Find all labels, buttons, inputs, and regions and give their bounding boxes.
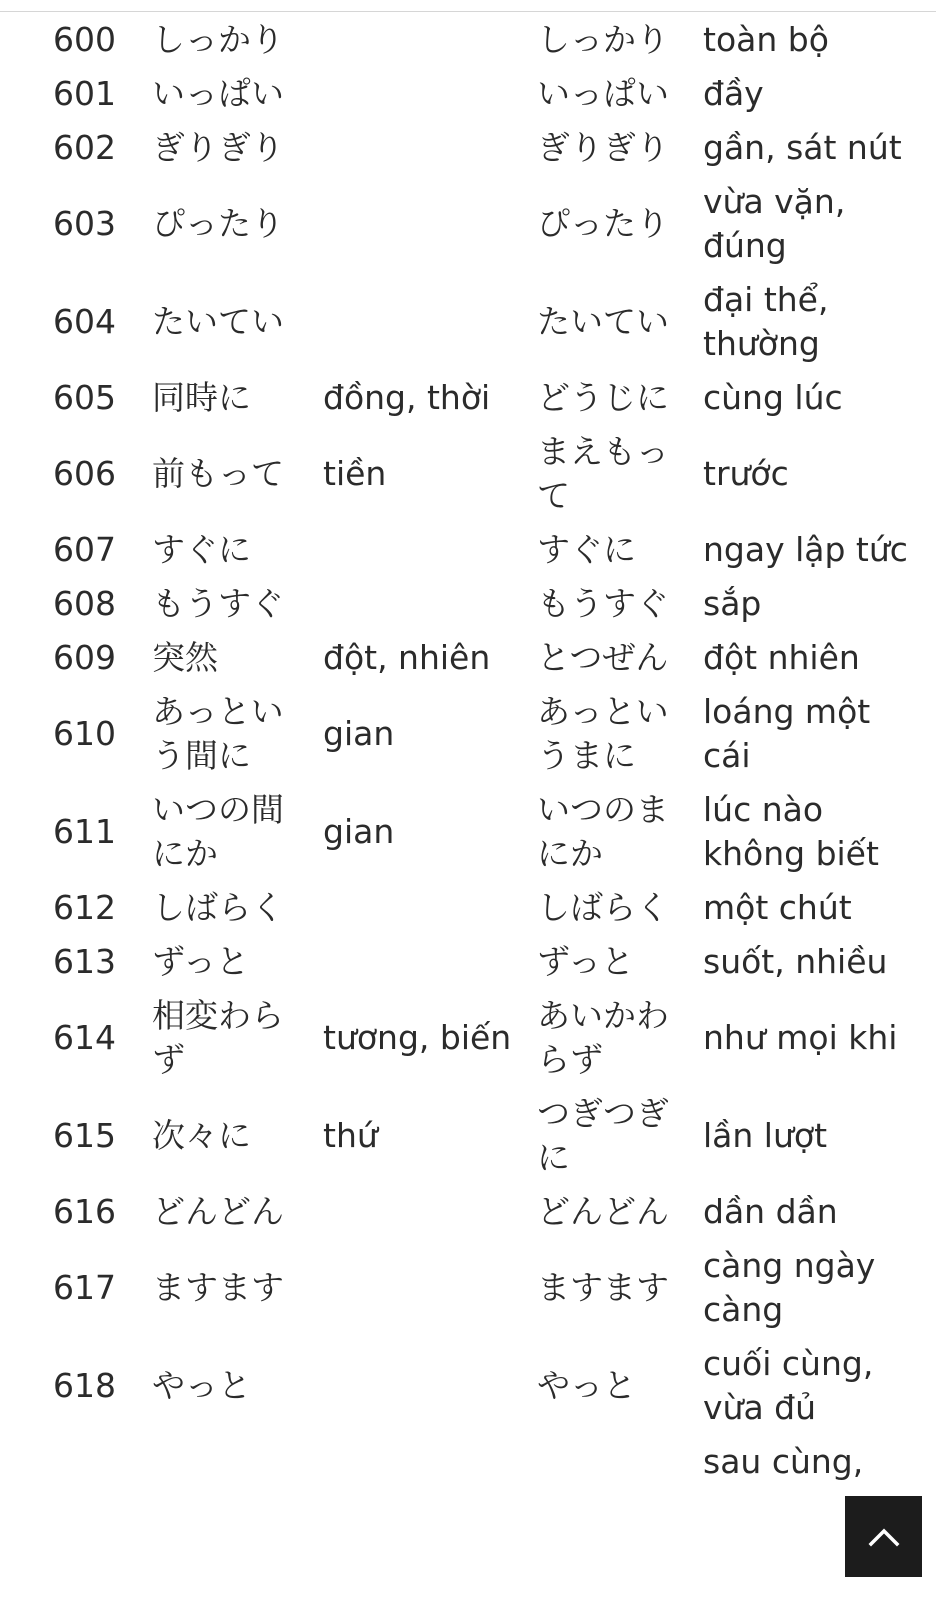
word-number: 612 bbox=[53, 888, 116, 927]
word-meaning: đầy bbox=[703, 74, 764, 113]
table-row bbox=[46, 273, 926, 371]
word-number: 615 bbox=[53, 1116, 116, 1155]
word-kanji: すぐに bbox=[152, 530, 251, 569]
word-number: 603 bbox=[53, 204, 116, 243]
word-number: 616 bbox=[53, 1192, 116, 1231]
word-meaning: sau cùng, bbox=[703, 1442, 864, 1481]
word-kana: しばらく bbox=[537, 888, 669, 927]
word-number: 617 bbox=[53, 1268, 116, 1307]
word-hanviet: thứ bbox=[323, 1116, 378, 1155]
word-kanji: ますます bbox=[152, 1268, 284, 1307]
word-hanviet: đột, nhiên bbox=[323, 638, 491, 677]
table-row bbox=[46, 425, 926, 523]
word-meaning: như mọi khi bbox=[703, 1018, 898, 1057]
word-number: 610 bbox=[53, 714, 116, 753]
word-kana: しっかり bbox=[537, 20, 669, 59]
word-meaning: trước bbox=[703, 454, 789, 493]
table-row bbox=[46, 685, 926, 783]
word-number: 605 bbox=[53, 378, 116, 417]
table-row bbox=[46, 523, 926, 577]
table-row bbox=[46, 13, 926, 67]
word-kana: いっぱい bbox=[537, 74, 669, 113]
word-meaning: càng ngày càng bbox=[703, 1246, 876, 1329]
vocabulary-table bbox=[46, 13, 926, 1489]
word-number: 607 bbox=[53, 530, 116, 569]
word-hanviet: gian bbox=[323, 714, 395, 753]
word-meaning: sắp bbox=[703, 584, 762, 623]
word-meaning: dần dần bbox=[703, 1192, 838, 1231]
word-kanji: 同時に bbox=[152, 378, 251, 417]
word-kanji: 次々に bbox=[152, 1116, 251, 1155]
word-number: 600 bbox=[53, 20, 116, 59]
word-kana: たいてい bbox=[537, 302, 669, 341]
word-kana: あいかわらず bbox=[537, 996, 669, 1079]
table-row bbox=[46, 989, 926, 1087]
word-kana: とつぜん bbox=[537, 638, 669, 677]
table-row bbox=[46, 1337, 926, 1435]
word-number: 618 bbox=[53, 1366, 116, 1405]
word-kana: ぎりぎり bbox=[537, 128, 669, 167]
word-kana: どうじに bbox=[537, 378, 669, 417]
word-kanji: 突然 bbox=[152, 638, 218, 677]
word-kana: もうすぐ bbox=[537, 584, 669, 623]
word-kana: ずっと bbox=[537, 942, 635, 981]
table-row bbox=[46, 67, 926, 121]
word-number: 602 bbox=[53, 128, 116, 167]
word-kanji: ぴったり bbox=[152, 204, 284, 243]
word-kanji: どんどん bbox=[152, 1192, 284, 1231]
word-kana: ますます bbox=[537, 1268, 669, 1307]
table-row bbox=[46, 631, 926, 685]
table-row bbox=[46, 935, 926, 989]
word-number: 611 bbox=[53, 812, 116, 851]
word-kana: まえもって bbox=[537, 432, 669, 515]
table-row bbox=[46, 577, 926, 631]
word-kanji: やっと bbox=[152, 1366, 251, 1405]
word-kanji: 前もって bbox=[152, 454, 284, 493]
word-kana: いつのまにか bbox=[537, 790, 669, 873]
word-number: 604 bbox=[53, 302, 116, 341]
word-hanviet: tương, biến bbox=[323, 1018, 512, 1057]
table-row bbox=[46, 1087, 926, 1185]
word-meaning: suốt, nhiều bbox=[703, 942, 888, 981]
word-kana: どんどん bbox=[537, 1192, 669, 1231]
word-kanji: いっぱい bbox=[152, 74, 284, 113]
word-meaning: ngay lập tức bbox=[703, 530, 908, 569]
word-meaning: loáng một cái bbox=[703, 692, 871, 775]
word-kanji: いつの間にか bbox=[152, 790, 284, 873]
word-meaning: đột nhiên bbox=[703, 638, 860, 677]
word-meaning: gần, sát nút bbox=[703, 128, 902, 167]
word-number: 608 bbox=[53, 584, 116, 623]
table-row bbox=[46, 1239, 926, 1337]
word-kanji: ずっと bbox=[152, 942, 250, 981]
word-number: 613 bbox=[53, 942, 116, 981]
word-meaning: cuối cùng, vừa đủ bbox=[703, 1344, 874, 1427]
chevron-up-icon bbox=[866, 1525, 902, 1549]
word-hanviet: gian bbox=[323, 812, 395, 851]
table-row bbox=[46, 783, 926, 881]
word-number: 601 bbox=[53, 74, 116, 113]
word-meaning: lúc nào không biết bbox=[703, 790, 879, 873]
back-to-top-button[interactable] bbox=[845, 1496, 922, 1577]
top-divider bbox=[0, 11, 936, 12]
word-meaning: lần lượt bbox=[703, 1116, 828, 1155]
word-meaning: cùng lúc bbox=[703, 378, 843, 417]
table-row bbox=[46, 175, 926, 273]
word-meaning: vừa vặn, đúng bbox=[703, 182, 846, 265]
word-meaning: toàn bộ bbox=[703, 20, 829, 59]
word-hanviet: tiền bbox=[323, 454, 387, 493]
word-kana: ぴったり bbox=[537, 204, 669, 243]
word-kana: つぎつぎに bbox=[537, 1094, 669, 1177]
word-kanji: しばらく bbox=[152, 888, 284, 927]
word-kanji: もうすぐ bbox=[152, 584, 284, 623]
word-meaning: một chút bbox=[703, 888, 852, 927]
word-kana: すぐに bbox=[537, 530, 636, 569]
word-kana: やっと bbox=[537, 1366, 636, 1405]
word-number: 609 bbox=[53, 638, 116, 677]
table-row bbox=[46, 1435, 926, 1489]
word-meaning: đại thể, thường bbox=[703, 280, 829, 363]
word-kanji: あっという間に bbox=[152, 692, 284, 775]
word-kanji: しっかり bbox=[152, 20, 284, 59]
word-kanji: たいてい bbox=[152, 302, 284, 341]
word-number: 614 bbox=[53, 1018, 116, 1057]
table-row bbox=[46, 881, 926, 935]
word-kana: あっというまに bbox=[537, 692, 669, 775]
word-kanji: ぎりぎり bbox=[152, 128, 284, 167]
word-number: 606 bbox=[53, 454, 116, 493]
word-hanviet: đồng, thời bbox=[323, 378, 491, 417]
word-kanji: 相変わらず bbox=[152, 996, 284, 1079]
table-row bbox=[46, 371, 926, 425]
table-row bbox=[46, 121, 926, 175]
table-row bbox=[46, 1185, 926, 1239]
